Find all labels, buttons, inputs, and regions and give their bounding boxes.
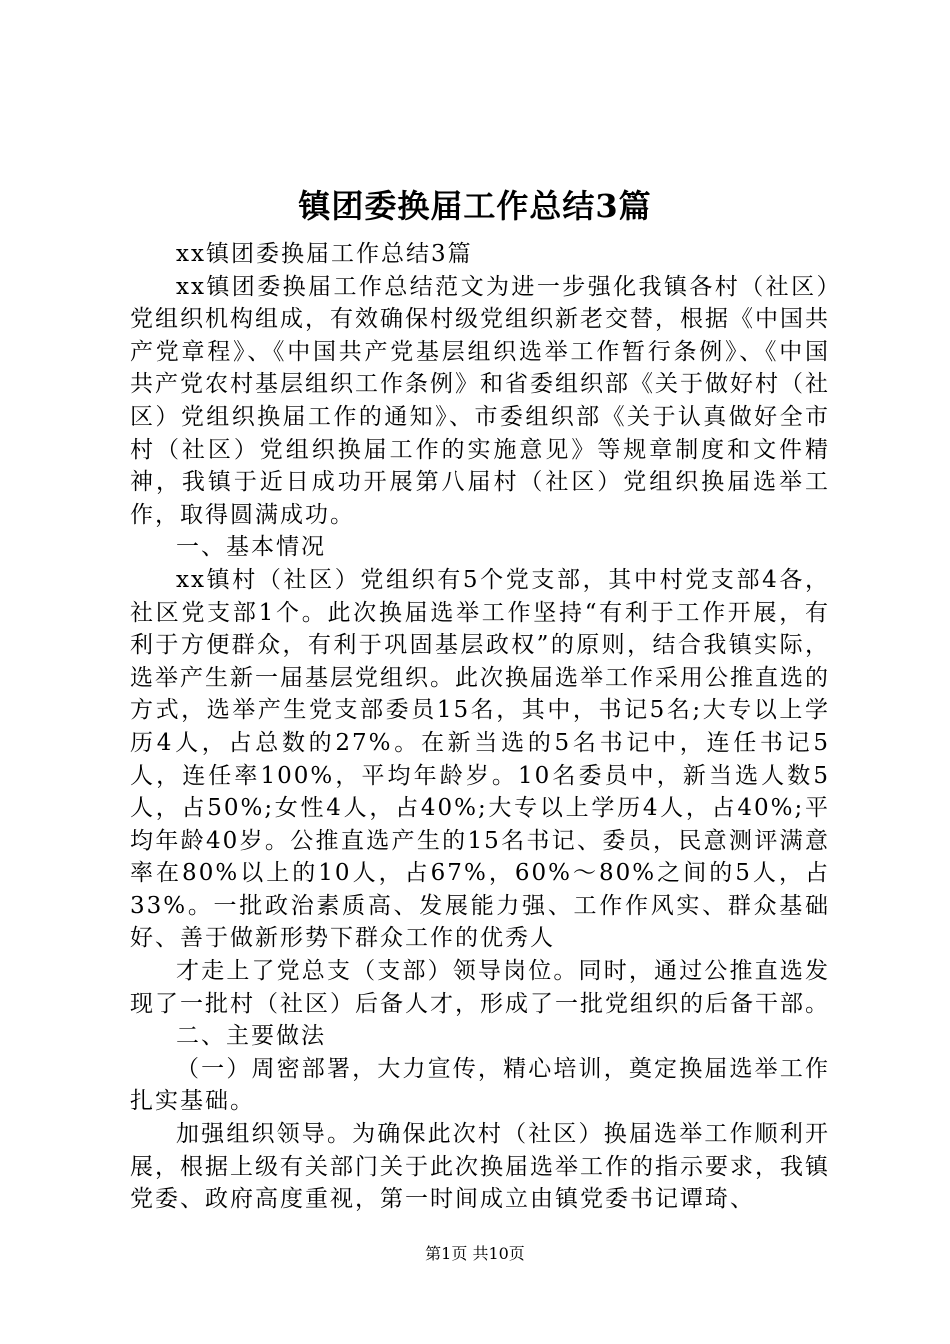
subsection-heading-1: （一）周密部署，大力宣传，精心培训，奠定换届选举工作扎实基础。 (130, 1055, 830, 1115)
paragraph-basic-situation: xx镇村（社区）党组织有5个党支部，其中村党支部4各，社区党支部1个。此次换届选举工作坚持“有利于工作开展，有利于方便群众，有利于巩固基层政权”的原则，结合我镇实际，选举产生新一届基层党组织。此次换届选举工作采用公推直选的方式，选举产生党支部委员15名，其中，书记5名;大专以上学历4人，占总数的27%。在新当选的5名书记中，连任书记5人，连任率100%，平均年龄岁。10名委员中，新当选人数5人，占50%;女性4人，占40%;大专以上学历4人，占40%;平均年龄40岁。公推直选产生的15名书记、委员，民意测评满意率在80%以上的10人，占67%，60%～80%之间的5人，占33%。一批政治素质高、发展能力强、工作作风实、群众基础好、善于做新形势下群众工作的优秀人 (130, 566, 830, 952)
document-body (130, 238, 830, 1216)
section-heading-basic-situation: 一、基本情况 (176, 534, 326, 561)
paragraph-subtitle: xx镇团委换届工作总结3篇 (176, 241, 473, 267)
paragraph-intro: xx镇团委换届工作总结范文为进一步强化我镇各村（社区）党组织机构组成，有效确保村级党组织新老交替，根据《中国共产党章程》、《中国共产党基层组织选举工作暂行条例》、《中国共产党农村基层组织工作条例》和省委组织部《关于做好村（社区）党组织换届工作的通知》、市委组织部《关于认真做好全市村（社区）党组织换届工作的实施意见》等规章制度和文件精神，我镇于近日成功开展第八届村（社区）党组织换届选举工作，取得圆满成功。 (130, 273, 830, 528)
paragraph-basic-situation-cont: 才走上了党总支（支部）领导岗位。同时，通过公推直选发现了一批村（社区）后备人才，形成了一批党组织的后备干部。 (130, 958, 830, 1017)
section-heading-main-practices: 二、主要做法 (176, 1023, 326, 1050)
document-title: 镇团委换届工作总结3篇 (298, 187, 652, 225)
paragraph-organization: 加强组织领导。为确保此次村（社区）换届选举工作顺利开展，根据上级有关部门关于此次换届选举工作的指示要求，我镇党委、政府高度重视，第一时间成立由镇党委书记谭琦、 (130, 1121, 830, 1213)
page-footer: 第1页 共10页 (425, 1244, 525, 1263)
